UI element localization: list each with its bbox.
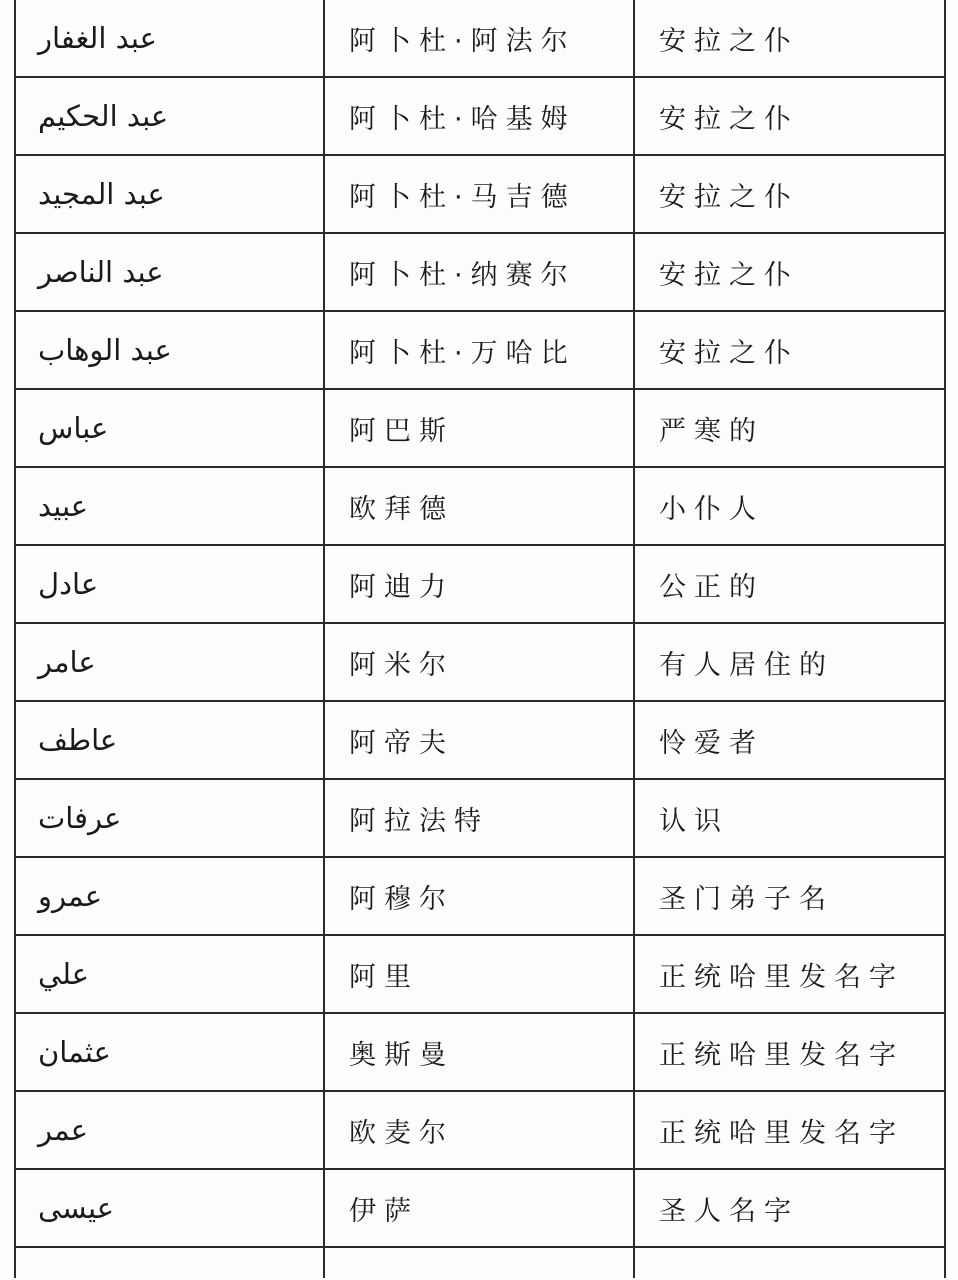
table-row [15, 389, 945, 467]
meaning-text: 公正的 [659, 571, 764, 603]
meaning-cell [634, 233, 945, 311]
arabic-name-cell [15, 623, 324, 701]
meaning-cell [634, 389, 945, 467]
chinese-transliteration-cell [324, 779, 634, 857]
names-table-body [15, 0, 945, 1278]
chinese-transliteration-cell [324, 0, 634, 77]
chinese-transliteration-text: 欧麦尔 [349, 1117, 454, 1149]
chinese-transliteration-text: 阿巴斯 [349, 415, 454, 447]
chinese-transliteration-cell [324, 389, 634, 467]
chinese-transliteration-cell [324, 935, 634, 1013]
table-row [15, 701, 945, 779]
chinese-transliteration-cell [324, 545, 634, 623]
arabic-name-cell [15, 935, 324, 1013]
arabic-name-text: عمرو [38, 879, 103, 913]
meaning-cell [634, 545, 945, 623]
arabic-name-cell [15, 311, 324, 389]
arabic-name-text: عامر [38, 645, 96, 679]
meaning-text: 圣门弟子名 [659, 883, 834, 915]
arabic-name-text: علي [38, 957, 90, 991]
arabic-name-cell [15, 1169, 324, 1247]
empty-cell [15, 1247, 324, 1278]
arabic-name-text: عثمان [38, 1035, 111, 1069]
table-row [15, 1013, 945, 1091]
meaning-cell [634, 701, 945, 779]
arabic-name-cell [15, 77, 324, 155]
meaning-text: 安拉之仆 [659, 103, 799, 135]
chinese-transliteration-text: 阿米尔 [349, 649, 454, 681]
meaning-text: 圣人名字 [659, 1195, 799, 1227]
meaning-cell [634, 857, 945, 935]
chinese-transliteration-cell [324, 701, 634, 779]
chinese-transliteration-text: 阿迪力 [349, 571, 454, 603]
chinese-transliteration-text: 阿卜杜·阿法尔 [349, 25, 576, 57]
meaning-text: 安拉之仆 [659, 25, 799, 57]
meaning-text: 正统哈里发名字 [659, 961, 904, 993]
chinese-transliteration-text: 奥斯曼 [349, 1039, 454, 1071]
arabic-name-text: عيسى [38, 1191, 115, 1225]
arabic-name-text: عبد الحكيم [38, 99, 169, 133]
empty-cell [324, 1247, 634, 1278]
arabic-name-cell [15, 389, 324, 467]
chinese-transliteration-cell [324, 467, 634, 545]
table-row [15, 0, 945, 77]
chinese-transliteration-text: 阿卜杜·马吉德 [349, 181, 576, 213]
arabic-name-text: عاطف [38, 723, 118, 757]
meaning-cell [634, 467, 945, 545]
arabic-name-text: عمر [38, 1113, 89, 1147]
meaning-text: 正统哈里发名字 [659, 1117, 904, 1149]
chinese-transliteration-text: 阿卜杜·哈基姆 [349, 103, 576, 135]
chinese-transliteration-text: 欧拜德 [349, 493, 454, 525]
table-row [15, 857, 945, 935]
chinese-transliteration-text: 阿里 [349, 961, 419, 993]
arabic-name-text: عادل [38, 567, 99, 601]
arabic-name-text: عباس [38, 411, 109, 445]
chinese-transliteration-cell [324, 623, 634, 701]
table-row [15, 1091, 945, 1169]
arabic-name-text: عبد الناصر [38, 255, 164, 289]
meaning-text: 正统哈里发名字 [659, 1039, 904, 1071]
chinese-transliteration-text: 阿卜杜·万哈比 [349, 337, 576, 369]
chinese-transliteration-cell [324, 311, 634, 389]
meaning-cell [634, 0, 945, 77]
meaning-text: 怜爱者 [659, 727, 764, 759]
meaning-cell [634, 1013, 945, 1091]
chinese-transliteration-cell [324, 857, 634, 935]
chinese-transliteration-cell [324, 233, 634, 311]
arabic-name-cell [15, 545, 324, 623]
arabic-name-text: عبد المجيد [38, 177, 165, 211]
meaning-cell [634, 1091, 945, 1169]
meaning-text: 安拉之仆 [659, 337, 799, 369]
arabic-name-cell [15, 1013, 324, 1091]
chinese-transliteration-text: 阿卜杜·纳赛尔 [349, 259, 576, 291]
chinese-transliteration-cell [324, 1091, 634, 1169]
meaning-cell [634, 311, 945, 389]
arabic-name-cell [15, 857, 324, 935]
meaning-cell [634, 779, 945, 857]
arabic-name-text: عرفات [38, 801, 122, 835]
meaning-text: 安拉之仆 [659, 181, 799, 213]
meaning-cell [634, 1169, 945, 1247]
meaning-cell [634, 77, 945, 155]
chinese-transliteration-cell [324, 1169, 634, 1247]
chinese-transliteration-cell [324, 155, 634, 233]
arabic-name-cell [15, 155, 324, 233]
chinese-transliteration-text: 伊萨 [349, 1195, 419, 1227]
chinese-transliteration-text: 阿拉法特 [349, 805, 489, 837]
arabic-name-cell [15, 0, 324, 77]
table-row [15, 155, 945, 233]
arabic-name-cell [15, 701, 324, 779]
meaning-text: 安拉之仆 [659, 259, 799, 291]
meaning-text: 小仆人 [659, 493, 764, 525]
chinese-transliteration-text: 阿穆尔 [349, 883, 454, 915]
names-table [14, 0, 946, 1278]
table-row [15, 467, 945, 545]
table-row [15, 623, 945, 701]
chinese-transliteration-cell [324, 1013, 634, 1091]
table-row [15, 545, 945, 623]
table-row [15, 935, 945, 1013]
meaning-text: 严寒的 [659, 415, 764, 447]
empty-cell [634, 1247, 945, 1278]
arabic-name-cell [15, 467, 324, 545]
meaning-text: 有人居住的 [659, 649, 834, 681]
arabic-name-text: عبد الغفار [38, 21, 157, 55]
table-row [15, 311, 945, 389]
arabic-name-text: عبيد [38, 489, 89, 523]
arabic-name-text: عبد الوهاب [38, 333, 172, 367]
meaning-text: 认识 [659, 805, 729, 837]
table-row [15, 779, 945, 857]
meaning-cell [634, 155, 945, 233]
chinese-transliteration-text: 阿帝夫 [349, 727, 454, 759]
chinese-transliteration-cell [324, 77, 634, 155]
arabic-name-cell [15, 779, 324, 857]
arabic-name-cell [15, 233, 324, 311]
table-row-partial [15, 1247, 945, 1278]
meaning-cell [634, 935, 945, 1013]
arabic-name-cell [15, 1091, 324, 1169]
meaning-cell [634, 623, 945, 701]
table-row [15, 233, 945, 311]
table-row [15, 1169, 945, 1247]
table-row [15, 77, 945, 155]
